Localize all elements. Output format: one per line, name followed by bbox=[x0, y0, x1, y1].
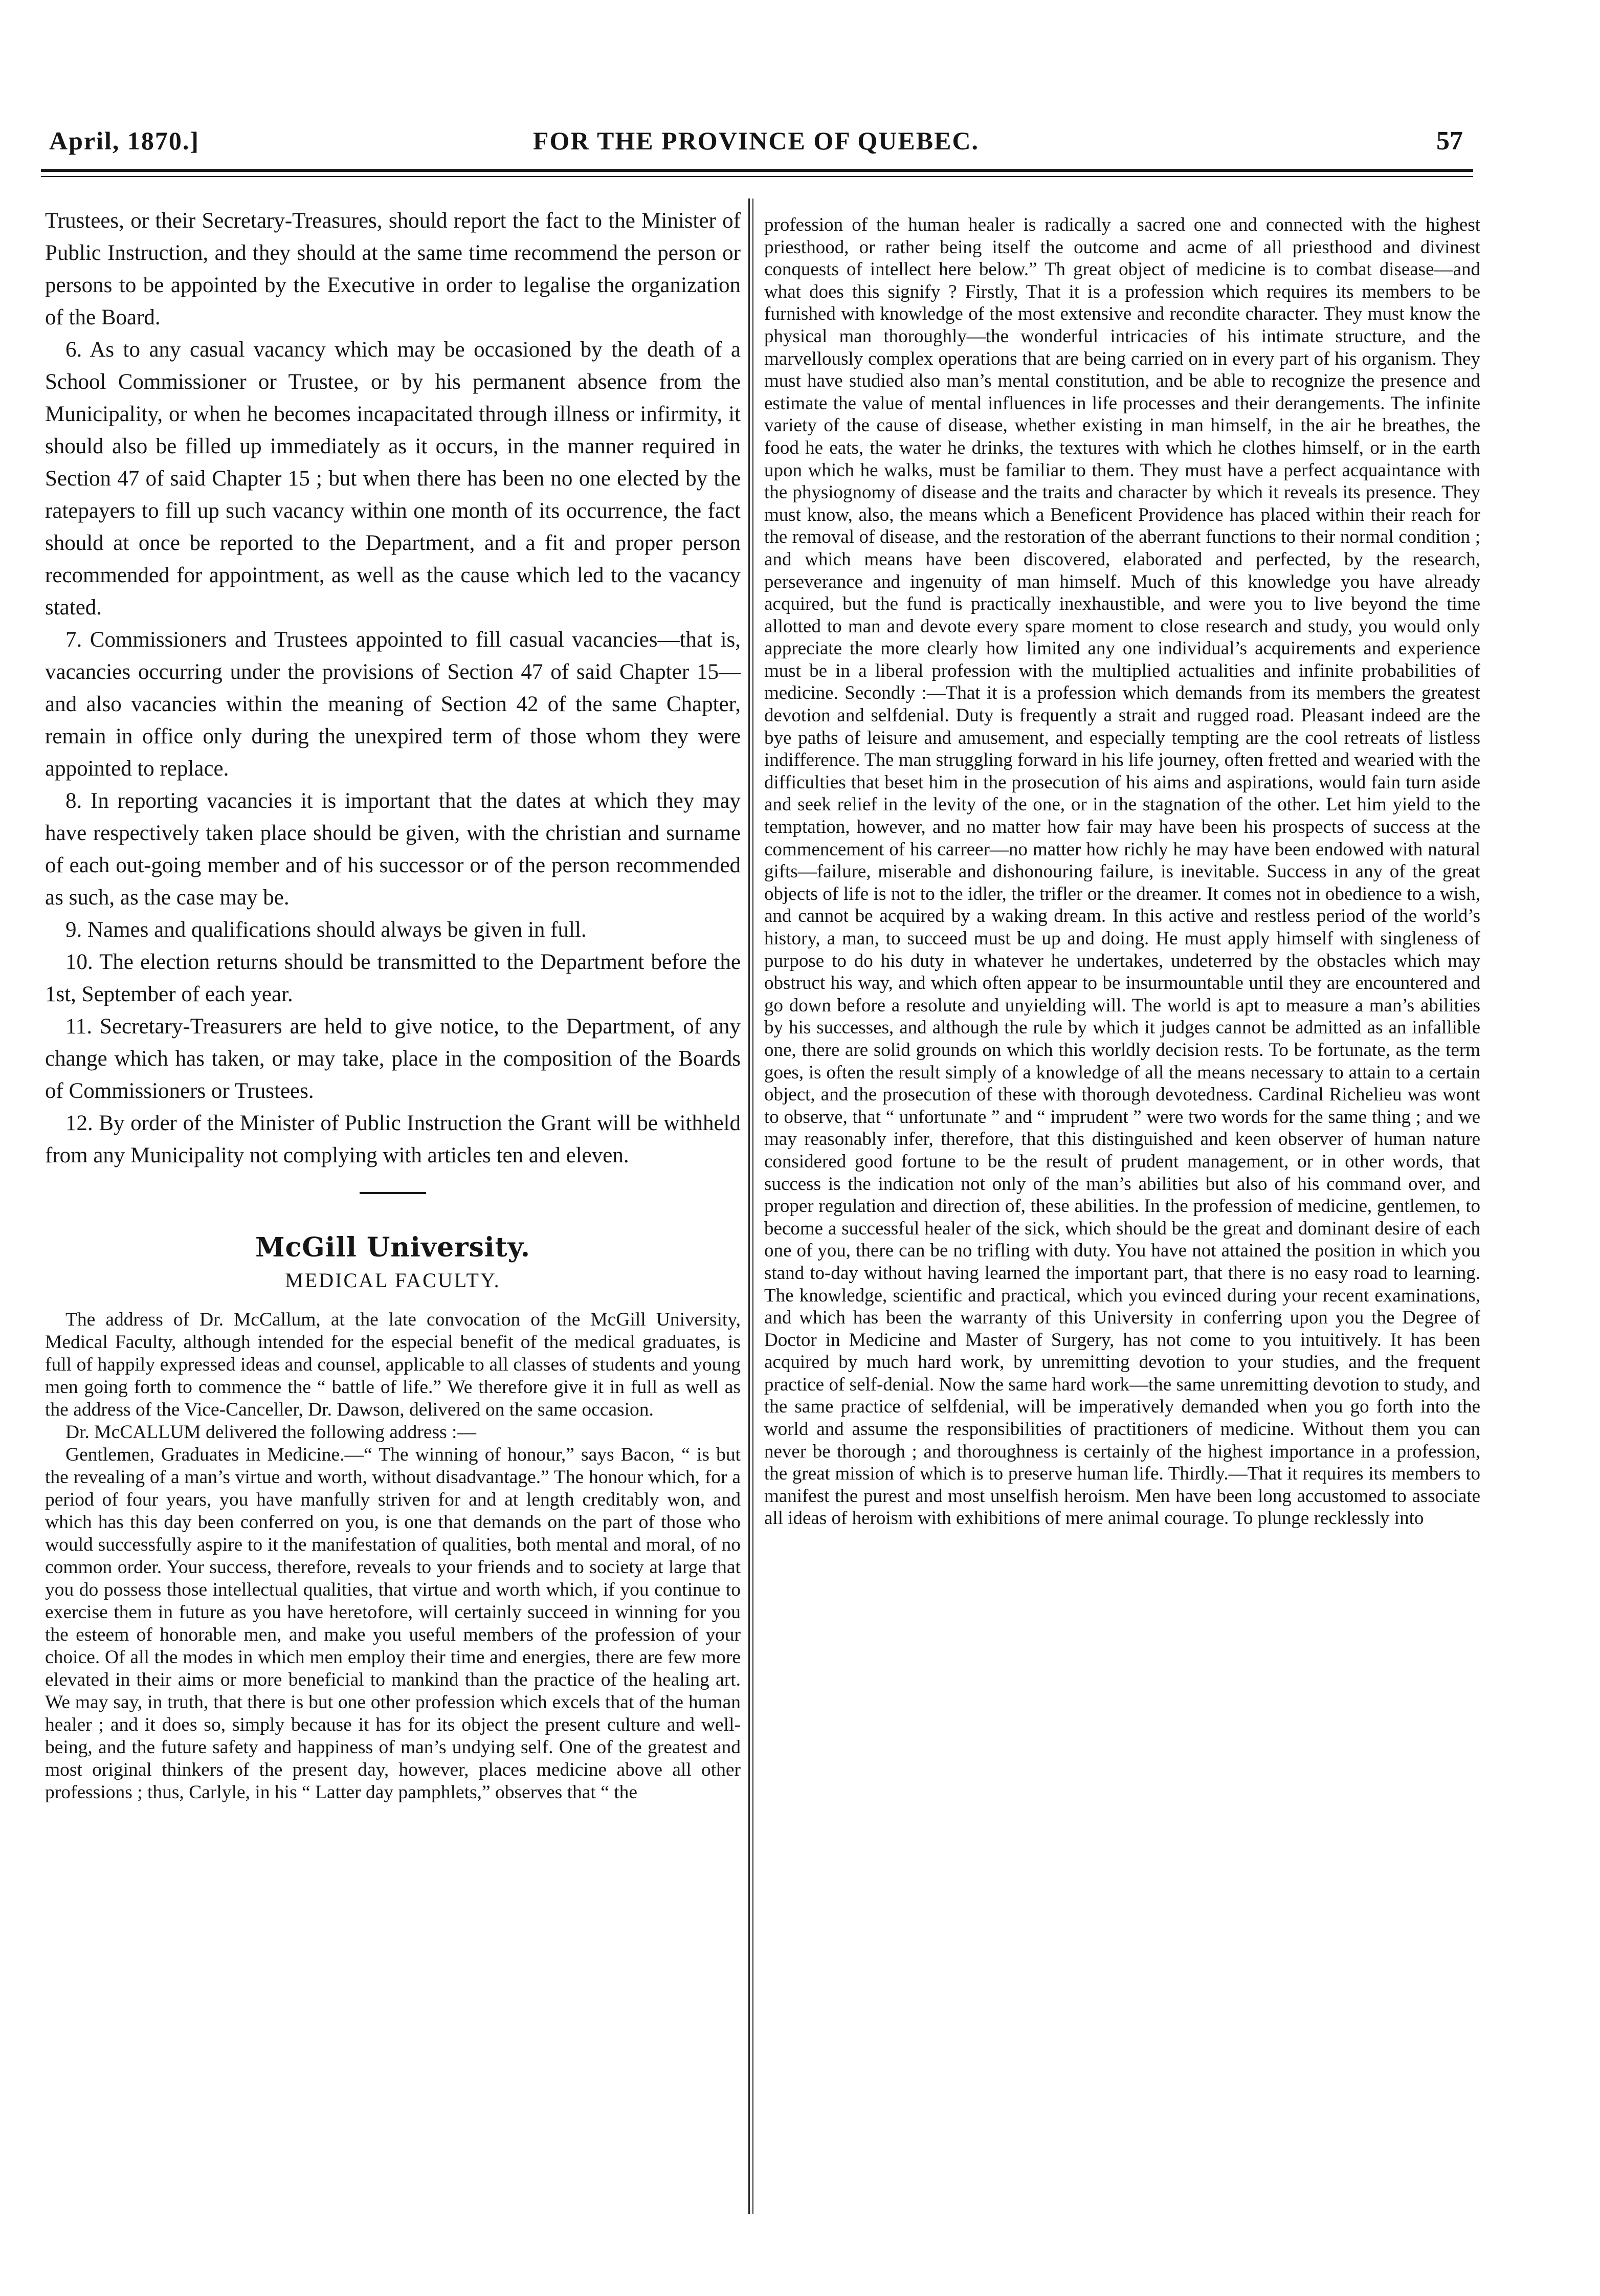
address-continued: profession of the human healer is radically a sacred one and connected with the highest priesthood, or rather being itself the outcome and acme of all priesthood and divinest conquests of intellect here below.” Th great object of medicine is to combat disease—and what does this signify ? Firstly, That it is a profession which requires its members to be furnished with knowledge of the most extensive and recondite character. They must know the physical man thoroughly—the wonderful intricacies of his intimate structure, and the marvellously complex operations that are being carried on in every part of his organism. They must have studied also man’s mental constitution, and be able to recognize the presence and estimate the value of mental influences in life processes and their derangements. The infinite variety of the cause of disease, whether existing in man himself, in the air he breathes, the food he eats, the water he drinks, the textures with which he clothes himself, or in the earth upon which he walks, must be familiar to them. They must have a perfect acquaintance with the physiognomy of disease and the traits and character by which it reveals its presence. They must know, also, the means which a Beneficent Providence has placed within their reach for the removal of disease, and the restoration of the aberrant functions to their normal condition ; and which means have been discovered, elaborated and perfected, by the research, perseverance and ingenuity of man himself. Much of this knowledge you have already acquired, but the fund is practically inexhaustible, and were you to live beyond the time allotted to man and devote every spare moment to close research and study, you would only appreciate the more clearly how limited any one individual’s acquirements and experience must be in a liberal profession with the multiplied actualities and infinite probabilities of medicine. Secondly :—That it is a profession which demands from its members the greatest devotion and selfdenial. Duty is frequently a strait and rugged road. Pleasant indeed are the bye paths of leisure and amusement, and especially tempting are the cool retreats of listless indifference. The man struggling forward in his life journey, often fretted and wearied with the difficulties that beset him in the prosecution of his aims and aspirations, would fain turn aside and seek relief in the levity of the one, or in the stagnation of the other. Let him yield to the temptation, however, and no matter how fair may have been his prospects of success at the commencement of his carreer—no matter how richly he may have been endowed with natural gifts—failure, miserable and dishonouring failure, is inevitable. Success in any of the great objects of life is not to the idler, the trifler or the dreamer. It comes not in obedience to a wish, and cannot be acquired by a waking dream. In this active and restless period of the world’s history, a man, to succeed must be up and doing. He must apply himself with singleness of purpose to do his duty in whatever he undertakes, undeterred by the obstacles which may obstruct his way, and which often appear to be insurmountable until they are encountered and go down before a resolute and unyielding will. The world is apt to measure a man’s abilities by his successes, and although the rule by which it judges cannot be admitted as an infallible one, there are solid grounds on which this worldly decision rests. To be fortunate, as the term goes, is often the result simply of a knowledge of all the means necessary to attain to a certain object, and the prosecution of these with thorough devotedness. Cardinal Richelieu was wont to observe, that “ unfortunate ” and “ imprudent ” were two words for the same thing ; and we may reasonably infer, therefore, that this distinguished and keen observer of human nature considered good fortune to be the result of prudent management, or in other words, that success is the indication not only of the man’s abilities but also of his command over, and proper regulation and direction of, these abilities. In the profession of medicine, gentlemen, to become a successful healer of the sick, which should be the great and dominant desire of each one of you, there can be no trifling with duty. You have not attained the position in which you stand to-day without having learned the important part, that there is no easy road to learning. The knowledge, scientific and practical, which you evinced during your recent examinations, and which has been the warranty of this University in conferring upon you the Degree of Doctor in Medicine and Master of Surgery, has not come to you intuitively. It has been acquired by much hard work, by unremitting devotion to your studies, and the frequent practice of self-denial. Now the same hard work—the same unremitting devotion to study, and the same practice of selfdenial, will be imperatively demanded when you go forth into the world and assume the responsibilities of practitioners of medicine. Without them you can never be thorough ; and thoroughness is certainly of the highest importance in a profession, the great mission of which is to preserve human life. Thirdly.—That it requires its members to manifest the purest and most unselfish heroism. Men have been long accustomed to associate all ideas of heroism with exhibitions of mere animal courage. To plunge recklessly into bbox=[764, 214, 1480, 1529]
address-body bbox=[45, 1309, 741, 1804]
column-divider bbox=[748, 198, 750, 2214]
paragraph-11: 11. Secretary-Treasurers are held to give notice, to the Department, of any change which has taken, or may take, place in the composition of the Boards of Commissioners or Trustees. bbox=[45, 1014, 741, 1103]
section-separator bbox=[360, 1192, 426, 1194]
section-title: McGill University. bbox=[255, 1232, 530, 1263]
column-divider-secondary bbox=[752, 198, 753, 2214]
header-title: FOR THE PROVINCE OF QUEBEC. bbox=[532, 126, 980, 155]
paragraph-12: 12. By order of the Minister of Public Instruction the Grant will be withheld from any Municipality not complying with articles ten and eleven. bbox=[45, 1111, 741, 1167]
running-header bbox=[49, 126, 1463, 172]
header-rule-thin bbox=[41, 176, 1473, 177]
address-lead: Dr. McCALLUM delivered the following address :— bbox=[65, 1422, 476, 1443]
right-column bbox=[764, 214, 1480, 1530]
paragraph-6: 6. As to any casual vacancy which may be occasioned by the death of a School Commissioner or Trustee, or by his permanent absence from the Municipality, or when he becomes incapacitated through illness or infirmity, it should also be filled up immediately as it occurs, in the manner required in Section 47 of said Chapter 15 ; but when there has been no one elected by the ratepayers to fill up such vacancy within one month of its occurrence, the fact should at once be reported to the Department, and a fit and proper person recommended for appointment, as well as the cause which led to the vacancy stated. bbox=[45, 338, 741, 620]
paragraph-7: 7. Commissioners and Trustees appointed to fill casual vacancies—that is, vacancies occurring under the provisions of Section 47 of said Chapter 15—and also vacancies within the meaning of Section 42 of the same Chapter, remain in office only during the unexpired term of those whom they were appointed to replace. bbox=[45, 628, 741, 781]
page-number: 57 bbox=[1436, 126, 1463, 156]
paragraph-9: 9. Names and qualifications should always be given in full. bbox=[65, 918, 587, 942]
left-column bbox=[45, 205, 741, 1804]
header-date: April, 1870.] bbox=[49, 126, 200, 155]
header-rule-thick bbox=[41, 169, 1473, 172]
intro-paragraph: Trustees, or their Secretary-Treasures, should report the fact to the Minister of Public Instruction, and they should at the same time recommend the person or persons to be appointed by the Executive in order to legalise the organization of the Board. bbox=[45, 209, 741, 329]
address-intro: The address of Dr. McCallum, at the late convocation of the McGill University, Medical Faculty, although intended for the especial benefit of the medical graduates, is full of happily expressed ideas and counsel, applicable to all classes of students and young men going forth to commence the “ battle of life.” We therefore give it in full as well as the address of the Vice-Canceller, Dr. Dawson, delivered on the same occasion. bbox=[45, 1309, 741, 1420]
paragraph-8: 8. In reporting vacancies it is important that the dates at which they may have respectively taken place should be given, with the christian and surname of each out-going member and of his successor or of the person recommended as such, as the case may be. bbox=[45, 789, 741, 910]
section-subtitle: MEDICAL FACULTY. bbox=[285, 1269, 501, 1292]
address-text: Gentlemen, Graduates in Medicine.—“ The winning of honour,” says Bacon, “ is but the revealing of a man’s virtue and worth, without disadvantage.” The honour which, for a period of four years, you have manfully striven for and at length creditably won, and which has this day been conferred on you, is one that demands on the part of those who would successfully aspire to it the manifestation of qualities, both mental and moral, of no common order. Your success, therefore, reveals to your friends and to society at large that you do possess those intellectual qualities, that virtue and worth which, if you continue to exercise them in future as you have heretofore, will certainly succeed in winning for you the esteem of honorable men, and make you useful members of the profession of your choice. Of all the modes in which men employ their time and energies, there are few more elevated in their aims or more beneficial to mankind than the practice of the healing art. We may say, in truth, that there is but one other profession which excels that of the human healer ; and it does so, simply because it has for its object the present culture and well-being, and the future safety and happiness of man’s undying self. One of the greatest and most original thinkers of the present day, however, places medicine above all other professions ; thus, Carlyle, in his “ Latter day pamphlets,” observes that “ the bbox=[45, 1444, 741, 1803]
paragraph-10: 10. The election returns should be transmitted to the Department before the 1st, September of each year. bbox=[45, 950, 741, 1006]
